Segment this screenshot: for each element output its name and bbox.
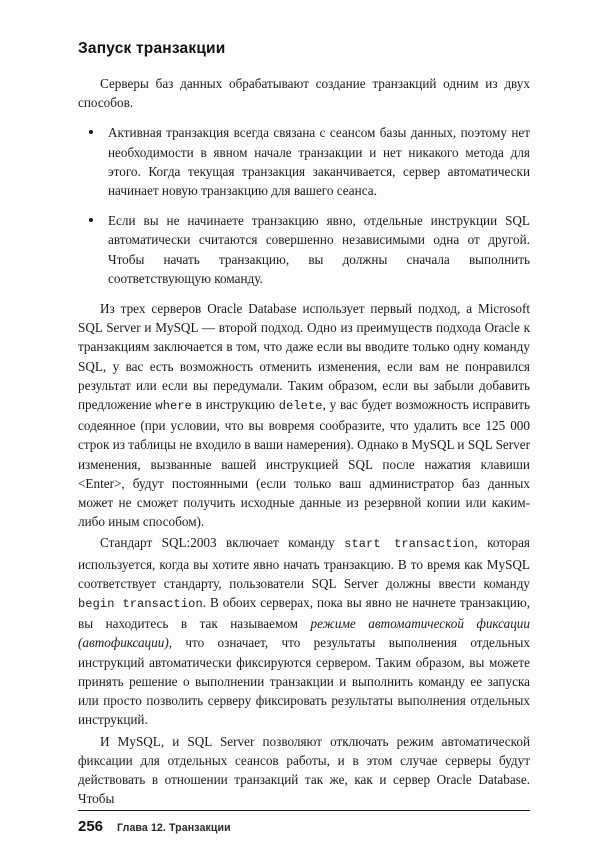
paragraph-start-transaction (78, 533, 530, 729)
bullet-list (78, 123, 530, 288)
inline-code-where: where (155, 399, 192, 414)
footer-divider (78, 810, 530, 811)
paragraph-text-part: Из трех серверов Oracle Database использует первый подход, а Microsoft SQL Server и MySQL — второй подход. Одно из преимуществ подхода Oracle к транзакциям заключается в том, что даже если вы вводите только одну команду SQL, у вас есть возможность отменить изменения, если вам не понравился результат или если вы передумали. Таким образом, если вы забыли добавить предложение (78, 301, 530, 413)
paragraph-text-part: , которая используется, когда вы хотите явно начать транзакцию. В то время как MySQL соответствует стандарту, пользователи SQL Server должны ввести команду (78, 535, 530, 591)
bullet-dot-icon (89, 130, 93, 134)
page-number: 256 (78, 818, 104, 835)
inline-code-begin-transaction: begin transaction (78, 597, 203, 612)
list-item (78, 211, 530, 288)
paragraph-text-part: Стандарт SQL:2003 включает команду (100, 535, 345, 551)
paragraph-text-part: . В обоих серверах, пока вы явно не начнете транзакцию, вы находитесь в так называемом (78, 595, 530, 632)
page-title: Запуск транзакции (78, 40, 226, 57)
paragraph-text-part: , у вас будет возможность исправить содеянное (при условии, что вы вовремя сообразите, что удалить все 125 000 строк из таблицы не входило в ваши намерения). Однако в MySQL и SQL Server изменения, вызванные вашей инструкцией SQL после нажатия клавиши <Enter>, будут постоянными (если только ваш администратор баз данных может не сможет получить исходные данные из резервной копии или каким-либо иным способом). (78, 397, 530, 530)
bullet-dot-icon (89, 218, 93, 222)
page-footer (78, 810, 530, 835)
paragraph-text-part: в инструкцию (191, 397, 279, 413)
emphasis-autocommit-mode: режиме автоматической фиксации (автофиксации) (78, 616, 530, 651)
inline-code-delete: delete (278, 399, 323, 414)
chapter-label: Глава 12. Транзакции (117, 822, 231, 834)
paragraph-autocommit-off: И MySQL, и SQL Server позволяют отключать режим автоматической фиксации для отдельных сеансов работы, и в этом случае серверы будут действовать в отношении транзакций так же, как и сервер Oracle Database. Чтобы (78, 733, 530, 807)
list-item (78, 123, 530, 200)
paragraph-text-part: , что означает, что результаты выполнения отдельных инструкций автоматически фиксируются сервером. Таким образом, вы можете принять решение о выполнении транзакции и выполнить команду ее запуска или просто позволить серверу фиксировать результаты выполнения отдельных инструкций. (78, 635, 530, 728)
page-content (78, 40, 530, 810)
list-item-text: Активная транзакция всегда связана с сеансом базы данных, поэтому нет необходимости в явном начале транзакции и нет никакого метода для этого. Когда текущая транзакция заканчивается, сервер автоматически начинает новую транзакцию для вашего сеанса. (108, 125, 530, 199)
footer-row (78, 818, 530, 835)
paragraph-oracle-approaches (78, 299, 530, 531)
list-item-text: Если вы не начинаете транзакцию явно, отдельные инструкции SQL автоматически считаются совершенно независимыми одна от другой. Чтобы начать транзакцию, вы должны сначала выполнить соответствующую команду. (108, 213, 530, 286)
intro-paragraph: Серверы баз данных обрабатывают создание транзакций одним из двух способов. (78, 76, 530, 111)
inline-code-start-transaction: start transaction (344, 537, 475, 552)
